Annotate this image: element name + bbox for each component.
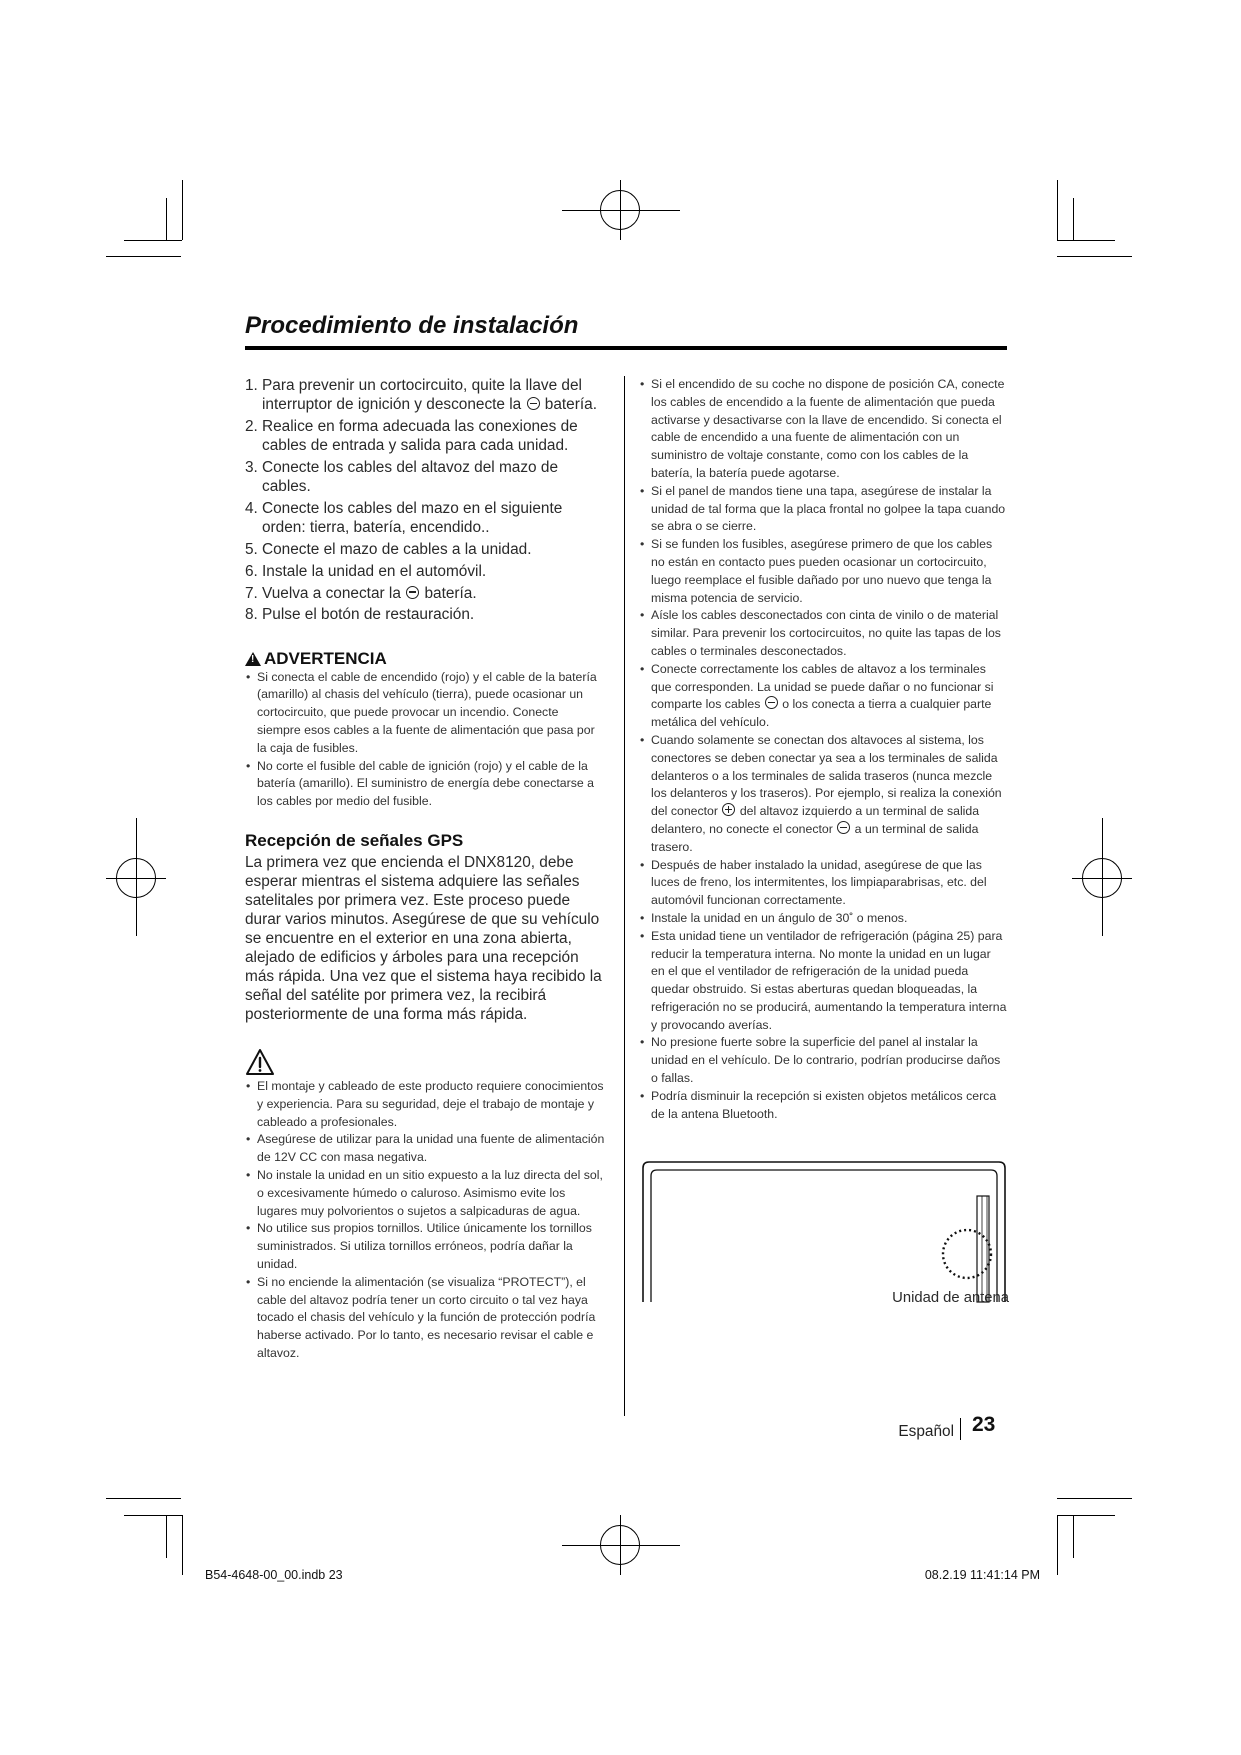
antenna-unit-label: Unidad de antena xyxy=(892,1290,1009,1306)
negative-terminal-icon xyxy=(527,397,540,410)
footer-separator xyxy=(960,1418,961,1440)
step-5: 5. Conecte el mazo de cables a la unidad. xyxy=(245,541,532,558)
warning-list xyxy=(245,669,605,811)
right-column xyxy=(639,376,1007,1123)
note-item: • Cuando solamente se conectan dos altavoces al sistema, los conectores se deben conectar ya sea a los terminales de salida delanteros o a los terminales de salida traseros (nunca mezcle los delanteros y los traseros). Por ejemplo, si realiza la conexión del conector del altavoz izquierdo a un terminal de salida delantero, no conecte el conector a un terminal de salida trasero. xyxy=(639,732,1007,857)
note-item: • Podría disminuir la recepción si existen objetos metálicos cerca de la antena Bluetooth. xyxy=(639,1088,1007,1124)
negative-terminal-icon xyxy=(406,586,419,599)
installation-notes-list xyxy=(639,376,1007,1123)
caution-triangle-icon xyxy=(245,1048,275,1076)
step-7: 7. Vuelva a conectar la batería. xyxy=(245,584,477,602)
gps-heading: Recepción de señales GPS xyxy=(245,830,464,850)
warning-item: • No corte el fusible del cable de ignición (rojo) y el cable de la batería (amarillo). El suministro de energía debe conectarse a los cables por medio del fusible. xyxy=(245,758,605,811)
page-title: Procedimiento de instalación xyxy=(245,312,579,339)
warning-item: • Si conecta el cable de encendido (rojo) y el cable de la batería (amarillo) al chasis del vehículo (tierra), puede ocasionar un cortocircuito, que puede provocar un incendio. Conecte siempre esos cables a la fuente de alimentación que pasa por la caja de fusibles. xyxy=(245,669,605,758)
file-slug: B54-4648-00_00.indb 23 xyxy=(205,1568,343,1582)
caution-item: • No instale la unidad en un sitio expuesto a la luz directa del sol, o excesivamente húmedo o caluroso. Asimismo evite los lugares muy polvorientos o sujetos a salpicaduras de agua. xyxy=(245,1167,605,1220)
caution-list xyxy=(245,1078,605,1363)
timestamp-slug: 08.2.19 11:41:14 PM xyxy=(924,1568,1040,1582)
note-item: • Conecte correctamente los cables de altavoz a los terminales que corresponden. La unidad se puede dañar o no funcionar si comparte los cables o los conecta a tierra a cualquier parte metálica del vehículo. xyxy=(639,661,1007,732)
caution-item: • No utilice sus propios tornillos. Utilice únicamente los tornillos suministrados. Si utiliza tornillos erróneos, podría dañar la unidad. xyxy=(245,1220,605,1273)
negative-terminal-icon xyxy=(837,821,850,834)
step-3: 3. Conecte los cables del altavoz del mazo de cables. xyxy=(245,459,559,496)
step-4: 4. Conecte los cables del mazo en el siguiente orden: tierra, batería, encendido.. xyxy=(245,500,563,537)
note-item: • No presione fuerte sobre la superficie del panel al instalar la unidad en el vehículo. De lo contrario, podrían producirse daños o fallas. xyxy=(639,1034,1007,1087)
note-item: • Si el panel de mandos tiene una tapa, asegúrese de instalar la unidad de tal forma que la placa frontal no golpee la tapa cuando se abra o se cierre. xyxy=(639,483,1007,536)
note-item: • Si el encendido de su coche no dispone de posición CA, conecte los cables de encendido a la fuente de alimentación que pueda activarse y desactivarse con la llave de encendido. Si conecta el cable de encendido a una fuente de alimentación con un suministro de voltaje constante, como con los cables de la batería, la batería puede agotarse. xyxy=(639,376,1007,483)
caution-item: • El montaje y cableado de este producto requiere conocimientos y experiencia. Para su seguridad, deje el trabajo de montaje y cableado a profesionales. xyxy=(245,1078,605,1131)
note-item: • Aísle los cables desconectados con cinta de vinilo o de material similar. Para prevenir los cortocircuitos, no quite las tapas de los cables o terminales desconectados. xyxy=(639,607,1007,660)
left-column xyxy=(245,376,605,1363)
step-1: 1. Para prevenir un cortocircuito, quite la llave del interruptor de ignición y desconecte la batería. xyxy=(245,377,597,414)
note-item: • Instale la unidad en un ángulo de 30˚ o menos. xyxy=(639,910,1007,928)
step-6: 6. Instale la unidad en el automóvil. xyxy=(245,562,487,580)
note-item: • Esta unidad tiene un ventilador de refrigeración (página 25) para reducir la temperatura interna. No monte la unidad en un lugar en el que el ventilador de refrigeración de la unidad pueda quedar obstruido. Si estas aberturas quedan bloqueadas, la refrigeración no se producirá, aumentando la temperatura interna y provocando averías. xyxy=(639,928,1007,1035)
step-2: 2. Realice en forma adecuada las conexiones de cables de entrada y salida para cada unidad. xyxy=(245,418,578,455)
positive-terminal-icon xyxy=(722,803,735,816)
note-item: • Después de haber instalado la unidad, asegúrese de que las luces de freno, los intermitentes, los limpiaparabrisas, etc. del automóvil funcionan correctamente. xyxy=(639,857,1007,910)
installation-steps xyxy=(245,376,605,625)
step-8: 8. Pulse el botón de restauración. xyxy=(245,606,475,624)
gps-paragraph: La primera vez que encienda el DNX8120, debe esperar mientras el sistema adquiere las señales satelitales por primera vez. Este proceso puede durar varios minutos. Asegúrese de que su vehículo se encuentre en el exterior en una zona abierta, alejado de edificios y árboles para una recepción más rápida. Una vez que el sistema haya recibido la señal del satélite por primera vez, la recibirá posteriormente de una forma más rápida. xyxy=(245,853,602,1023)
warning-heading: ! ADVERTENCIA xyxy=(245,649,605,669)
negative-terminal-icon xyxy=(765,696,778,709)
caution-item: • Si no enciende la alimentación (se visualiza “PROTECT”), el cable del altavoz podría tener un corto circuito o tal vez haya tocado el chasis del vehículo y la función de protección podría haberse activado. Por lo tanto, es necesario revisar el cable e altavoz. xyxy=(245,1274,605,1363)
column-divider xyxy=(624,376,625,1416)
title-rule xyxy=(245,346,1007,350)
caution-item: • Asegúrese de utilizar para la unidad una fuente de alimentación de 12V CC con masa negativa. xyxy=(245,1131,605,1167)
warning-triangle-icon xyxy=(245,652,261,666)
footer-language: Español xyxy=(898,1423,954,1440)
page-number: 23 xyxy=(972,1413,996,1436)
note-item: • Si se funden los fusibles, asegúrese primero de que los cables no están en contacto pues pueden ocasionar un cortocircuito, luego reemplace el fusible dañado por uno nuevo que tenga la misma potencia de servicio. xyxy=(639,536,1007,607)
